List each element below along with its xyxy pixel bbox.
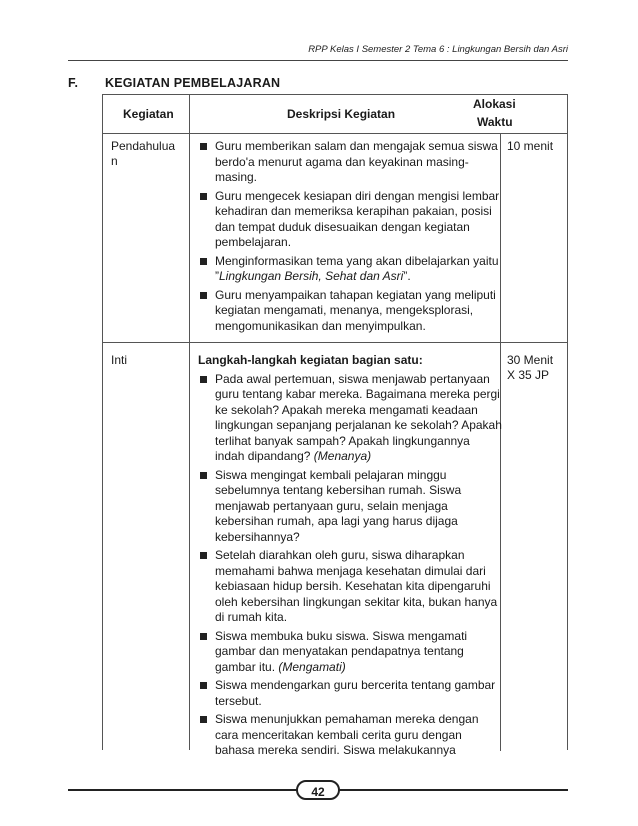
activity-table: [102, 94, 568, 757]
column-divider-1: [189, 95, 190, 750]
footer-rule-right: [338, 789, 568, 791]
pendahuluan-bullets: [198, 139, 502, 334]
list-item: Menginformasikan tema yang akan dibelajarkan yaitu ”Lingkungan Bersih, Sehat dan Asri”.: [198, 254, 502, 285]
inti-steps-title: Langkah-langkah kegiatan bagian satu:: [198, 353, 423, 367]
list-item: Siswa mendengarkan guru bercerita tentang gambar tersebut.: [198, 678, 502, 709]
square-bullet-icon: [200, 552, 207, 559]
row-divider: [103, 342, 567, 343]
square-bullet-icon: [200, 633, 207, 640]
table-header-row: [103, 95, 567, 134]
square-bullet-icon: [200, 716, 207, 723]
col-header-kegiatan: Kegiatan: [123, 107, 174, 121]
inti-bullets: [198, 372, 502, 759]
list-item: Guru mengecek kesiapan diri dengan mengisi lembar kehadiran dan memeriksa kerapihan pakaian, posisi dan tempat duduk disesuaikan dengan kegiatan pembelajaran.: [198, 189, 502, 251]
list-item: Siswa mengingat kembali pelajaran minggu sebelumnya tentang kebersihan rumah. Siswa menjawab pertanyaan guru, selain menjaga kebersihan rumah, apa lagi yang harus dijaga kebersihannya?: [198, 468, 502, 546]
inti-time: 30 Menit X 35 JP: [507, 353, 554, 382]
square-bullet-icon: [200, 193, 207, 200]
page-number: 42: [296, 780, 340, 800]
square-bullet-icon: [200, 682, 207, 689]
footer-rule-left: [68, 789, 298, 791]
square-bullet-icon: [200, 472, 207, 479]
col-header-deskripsi: Deskripsi Kegiatan: [287, 107, 396, 121]
square-bullet-icon: [200, 143, 207, 150]
pendahuluan-time: 10 menit: [507, 139, 554, 153]
inti-description: [198, 353, 502, 762]
square-bullet-icon: [200, 376, 207, 383]
square-bullet-icon: [200, 258, 207, 265]
list-item: Siswa menunjukkan pemahaman mereka dengan cara menceritakan kembali cerita guru dengan bahasa mereka sendiri. Siswa melakukannya: [198, 712, 502, 759]
section-title: [68, 76, 280, 90]
pendahuluan-description: [198, 139, 502, 337]
list-item: Siswa membuka buku siswa. Siswa mengamati gambar dan menyatakan pendapatnya tentang gambar itu. (Mengamati): [198, 629, 502, 676]
section-heading: KEGIATAN PEMBELAJARAN: [105, 76, 281, 90]
col-header-alokasi: Alokasi: [473, 97, 516, 111]
list-item: Setelah diarahkan oleh guru, siswa diharapkan memahami bahwa menjaga kesehatan dimulai dari kebiasaan hidup bersih. Kesehatan kita dipengaruhi oleh kebersihan lingkungan sekitar kita, bukan hanya di rumah kita.: [198, 548, 502, 626]
header-rule: [68, 60, 568, 61]
row-label-pendahuluan: Pendahulua n: [111, 139, 176, 168]
section-number: F.: [68, 76, 79, 90]
list-item: Pada awal pertemuan, siswa menjawab pertanyaan guru tentang kabar mereka. Bagaimana mereka pergi ke sekolah? Apakah mereka mengamati keadaan lingkungan sepanjang perjalanan ke sekolah? Apakah terlihat banyak sampah? Apakah lingkungannya indah dipandang? (Menanya): [198, 372, 502, 465]
col-header-waktu: Waktu: [477, 115, 513, 129]
row-label-inti: Inti: [111, 353, 128, 367]
list-item: Guru memberikan salam dan mengajak semua siswa berdo'a menurut agama dan keyakinan masing-masing.: [198, 139, 502, 186]
square-bullet-icon: [200, 292, 207, 299]
running-header: RPP Kelas I Semester 2 Tema 6 : Lingkungan Bersih dan Asri: [308, 44, 568, 55]
list-item: Guru menyampaikan tahapan kegiatan yang meliputi kegiatan mengamati, menanya, mengeksplorasi, mengomunikasikan dan menyimpulkan.: [198, 288, 502, 335]
